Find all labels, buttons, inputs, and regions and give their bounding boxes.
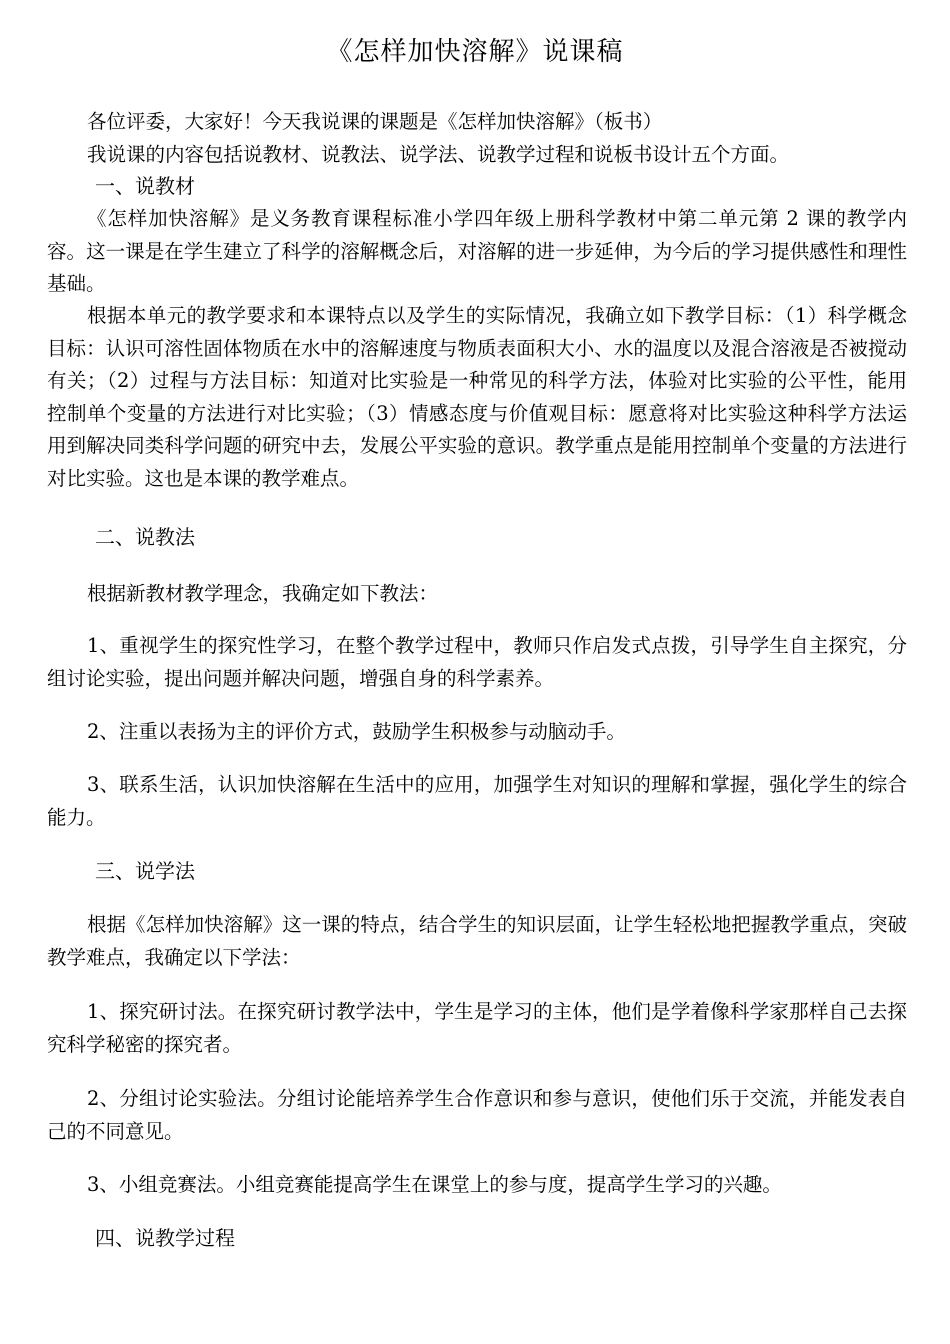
textbook-paragraph-1: 《怎样加快溶解》是义务教育课程标准小学四年级上册科学教材中第二单元第 2 课的教学内容。这一课是在学生建立了科学的溶解概念后，对溶解的进一步延伸，为今后的学习提供感性和理性基础。 xyxy=(47,207,907,295)
section-heading-textbook: 一、说教材 xyxy=(95,174,195,198)
section-heading-learning-method: 三、说学法 xyxy=(95,859,195,883)
learning-method-item-2: 2、分组讨论实验法。分组讨论能培养学生合作意识和参与意识，使他们乐于交流，并能发表自己的不同意见。 xyxy=(47,1087,907,1143)
section-heading-teaching-method: 二、说教法 xyxy=(95,525,195,549)
learning-method-item-3: 3、小组竞赛法。小组竞赛能提高学生在课堂上的参与度，提高学生学习的兴趣。 xyxy=(87,1173,782,1196)
teaching-method-item-2: 2、注重以表扬为主的评价方式，鼓励学生积极参与动脑动手。 xyxy=(87,720,626,743)
document-title: 《怎样加快溶解》说课稿 xyxy=(326,37,624,67)
section-heading-teaching-process: 四、说教学过程 xyxy=(95,1226,235,1250)
teaching-method-intro: 根据新教材教学理念，我确定如下教法： xyxy=(87,582,439,605)
teaching-method-item-3: 3、联系生活，认识加快溶解在生活中的应用，加强学生对知识的理解和掌握，强化学生的综合能力。 xyxy=(47,773,907,829)
teaching-method-item-1: 1、重视学生的探究性学习，在整个教学过程中，教师只作启发式点拨，引导学生自主探究，分组讨论实验，提出问题并解决问题，增强自身的科学素养。 xyxy=(47,634,907,690)
learning-method-intro: 根据《怎样加快溶解》这一课的特点，结合学生的知识层面，让学生轻松地把握教学重点，突破教学难点，我确定以下学法： xyxy=(47,913,907,969)
textbook-paragraph-2: 根据本单元的教学要求和本课特点以及学生的实际情况，我确立如下教学目标：（1）科学概念目标：认识可溶性固体物质在水中的溶解速度与物质表面积大小、水的温度以及混合溶液是否被搅动有关；（2）过程与方法目标：知道对比实验是一种常见的科学方法，体验对比实验的公平性，能用控制单个变量的方法进行对比实验；（3）情感态度与价值观目标：愿意将对比实验这种科学方法运用到解决同类科学问题的研究中去，发展公平实验的意识。教学重点是能用控制单个变量的方法进行对比实验。这也是本课的教学难点。 xyxy=(47,304,907,490)
learning-method-item-1: 1、探究研讨法。在探究研讨教学法中，学生是学习的主体，他们是学着像科学家那样自己去探究科学秘密的探究者。 xyxy=(47,1000,907,1056)
intro-outline: 我说课的内容包括说教材、说教法、说学法、说教学过程和说板书设计五个方面。 xyxy=(87,143,790,166)
intro-greeting: 各位评委，大家好！今天我说课的课题是《怎样加快溶解》（板书） xyxy=(87,110,663,133)
